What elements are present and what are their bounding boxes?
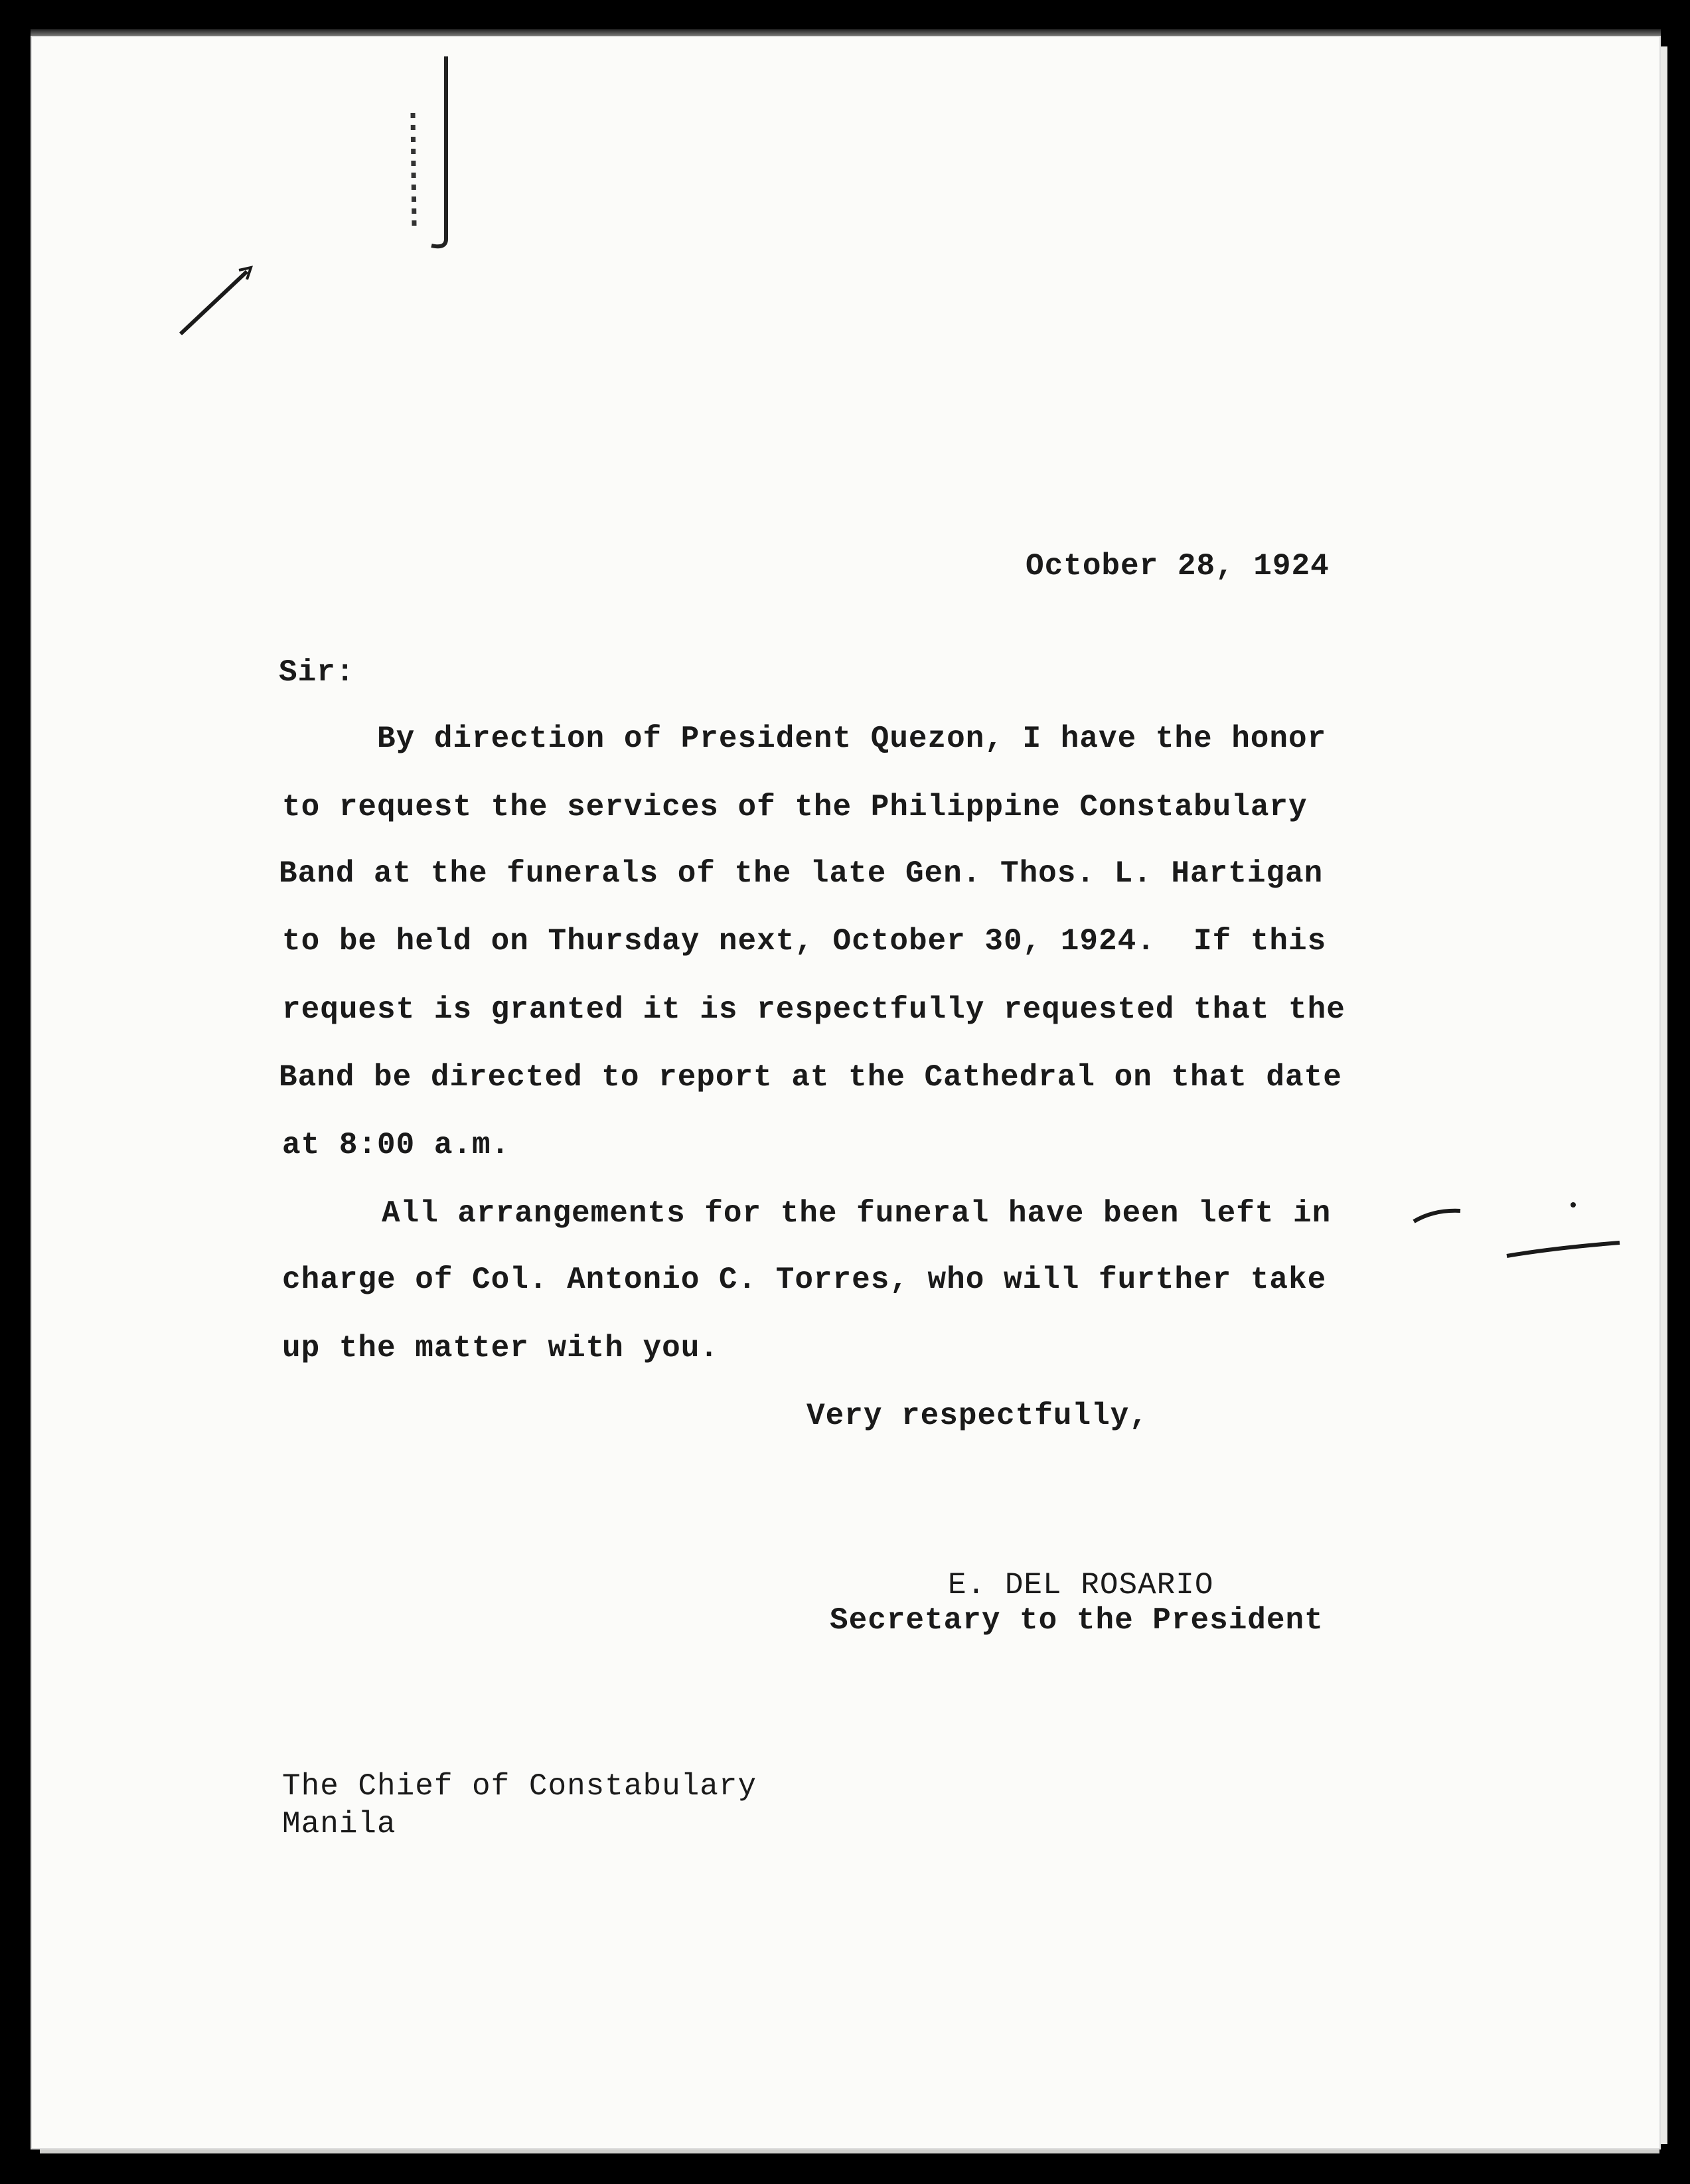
paragraph2-line1: All arrangements for the funeral have been left in xyxy=(382,1196,1332,1231)
paper-edge-right xyxy=(1661,46,1667,2144)
addressee-line2: Manila xyxy=(282,1807,396,1841)
paragraph2-line2: charge of Col. Antonio C. Torres, who will further take xyxy=(282,1263,1327,1297)
paragraph1-line3: Band at the funerals of the late Gen. Thos. L. Hartigan xyxy=(279,856,1324,891)
paragraph1-line4: to be held on Thursday next, October 30, 1924. If this xyxy=(282,924,1327,959)
signer-title: Secretary to the President xyxy=(830,1603,1324,1638)
paragraph1-line5: request is granted it is respectfully requested that the xyxy=(282,992,1345,1027)
salutation: Sir: xyxy=(279,655,355,690)
paper-edge-bottom xyxy=(40,2149,1659,2153)
paper-clip-mark xyxy=(398,53,471,252)
addressee-line1: The Chief of Constabulary xyxy=(282,1769,757,1804)
pen-mark-arrow xyxy=(173,262,259,342)
pen-mark-right-margin xyxy=(1407,1202,1626,1275)
paragraph1-line7: at 8:00 a.m. xyxy=(282,1128,510,1162)
letter-date: October 28, 1924 xyxy=(1026,549,1330,584)
paragraph1-line2: to request the services of the Philippine Constabulary xyxy=(282,790,1308,824)
paragraph2-line3: up the matter with you. xyxy=(282,1331,719,1365)
paragraph1-line1: By direction of President Quezon, I have the honor xyxy=(377,722,1327,756)
signer-name: E. DEL ROSARIO xyxy=(948,1568,1214,1602)
paragraph1-line6: Band be directed to report at the Cathedral on that date xyxy=(279,1060,1342,1095)
closing: Very respectfully, xyxy=(807,1399,1148,1433)
